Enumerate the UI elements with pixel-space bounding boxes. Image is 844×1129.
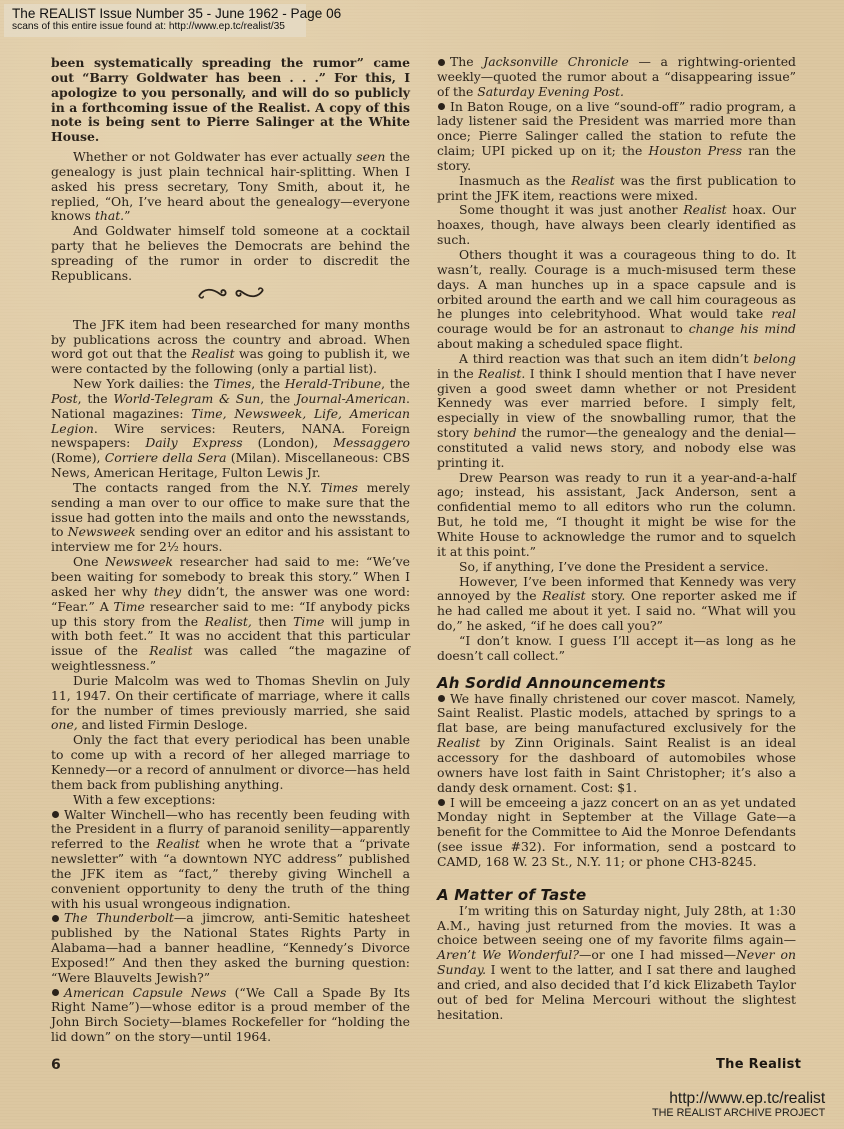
- paragraph: “I don’t know. I guess I’ll accept it—as long as he doesn’t call collect.”: [437, 632, 796, 663]
- bullet-icon: [52, 915, 59, 922]
- paragraph: Durie Malcolm was wed to Thomas Shevlin on July 11, 1947. On their certificate of marriage, where it calls for the number of times previously married, she said one, and listed Firmin Desloge.: [51, 672, 410, 733]
- masthead-footer: The Realist: [716, 1057, 802, 1072]
- bullet-icon: [52, 989, 59, 996]
- paragraph: Drew Pearson was ready to run it a year-and-a-half ago; instead, his assistant, Jack Anderson, sent a confidential memo to all editors who run the column. But, he told me, “I thought it might be wise for the White House to acknowledge the rumor and to squelch it at this point.”: [437, 469, 796, 559]
- scan-title: The REALIST Issue Number 35 - June 1962 - Page 06: [12, 6, 342, 21]
- bullet-icon: [438, 59, 445, 66]
- paragraph: So, if anything, I’ve done the President a service.: [459, 558, 769, 574]
- paragraph: One Newsweek researcher had said to me: “We’ve been waiting for somebody to break this story.” When I asked her why they didn’t, the answer was one word: “Fear.” A Time researcher said to me: “If anybody picks up this story from the Realist, then Time will jump in with both feet.” It was no accident that this particular issue of the Realist was called “the magazine of weightlessness.”: [51, 554, 411, 674]
- bullet-item: I will be emceeing a jazz concert on an as yet undated Monday night in September at the Village Gate—a benefit for the Committee to Aid the Monroe Defendants (see issue #32). For information, send a postcard to CAMD, 168 W. 23 St., N.Y. 11; or phone CH3-8245.: [437, 794, 796, 869]
- paragraph: Others thought it was a courageous thing to do. It wasn’t, really. Courage is a much-misused term these days. A man hunches up in a space capsule and is orbited around the earth and we call him courageous as he plunges into celebrityhood. What would take real courage would be for an astronaut to change his mind about making a scheduled space flight.: [437, 246, 796, 352]
- paragraph: Only the fact that every periodical has been unable to come up with a record of her alleged marriage to Kennedy—or a record of annulment or divorce—has held them back from publishing anything.: [51, 732, 410, 792]
- paragraph: With a few exceptions:: [73, 791, 216, 807]
- bullet-icon: [438, 799, 445, 806]
- scroll-ornament-icon: [51, 286, 410, 312]
- right-column: [437, 55, 796, 1022]
- archive-watermark: [652, 1090, 825, 1119]
- archive-project-name: THE REALIST ARCHIVE PROJECT: [652, 1107, 826, 1119]
- apology-paragraph: been systematically spreading the rumor” came out “Barry Goldwater has been . . .” For this, I apologize to you personally, and will do so publicly in a forthcoming issue of the Realist. A copy of this note is being sent to Pierre Salinger at the White House.: [51, 55, 410, 145]
- archive-url: http://www.ep.tc/realist: [669, 1090, 826, 1107]
- bullet-icon: [438, 103, 445, 110]
- bullet-icon: [52, 811, 59, 818]
- paragraph: New York dailies: the Times, the Herald-Tribune, the Post, the World-Telegram & Sun, the Journal-American. National magazines: Time, Newsweek, Life, American Legion. Wire services: Reuters, NANA. Foreign newspapers: Daily Express (London), Messaggero (Rome), Corriere della Sera (Milan). Miscellaneous: CBS News, American Heritage, Fulton Lewis Jr.: [51, 376, 411, 481]
- paragraph: I’m writing this on Saturday night, July 28th, at 1:30 A.M., having just returned from the movies. It was a choice between seeing one of my favorite films again—Aren’t We Wonderful?—or one I had missed—Never on Sunday. I went to the latter, and I sat there and laughed and cried, and also decided that I’d kick Elizabeth Taylor out of bed for Melina Mercouri without the slightest hesitation.: [437, 902, 796, 1022]
- paragraph: The contacts ranged from the N.Y. Times merely sending a man over to our office to make sure that the issue had gotten into the mails and onto the newsstands, to Newsweek sending over an editor and his assistant to interview me for 2½ hours.: [51, 479, 410, 555]
- paragraph: And Goldwater himself told someone at a cocktail party that he believes the Democrats are behind the spreading of the rumor in order to discredit the Republicans.: [51, 223, 410, 283]
- bullet-item: American Capsule News (“We Call a Spade By Its Right Name”)—whose editor is a proud member of the John Birch Society—blames Rockefeller for “holding the lid down” on the story—until 1964.: [51, 984, 410, 1045]
- paragraph: Whether or not Goldwater has ever actually seen the genealogy is just plain technical hair-splitting. When I asked his press secretary, Tony Smith, about it, he replied, “Oh, I’ve heard about the genealogy—everyone knows that.”: [51, 149, 411, 224]
- paragraph: However, I’ve been informed that Kennedy was very annoyed by the Realist story. One reporter asked me if he had called me about it yet. I said no. “What will you do,” he asked, “if he does call you?”: [437, 573, 796, 634]
- bullet-icon: [438, 695, 445, 702]
- bullet-item: The Jacksonville Chronicle — a rightwing-oriented weekly—quoted the rumor about a “disappearing issue” of the Saturday Evening Post.: [437, 54, 796, 99]
- bullet-item: In Baton Rouge, on a live “sound-off” radio program, a lady listener said the President was married more than once; Pierre Salinger called the station to refute the claim; UPI picked up on it; the Houston Press ran the story.: [437, 98, 796, 173]
- paragraph: Some thought it was just another Realist hoax. Our hoaxes, though, have always been clearly identified as such.: [437, 202, 796, 248]
- section-heading-matter-of-taste: A Matter of Taste: [437, 885, 587, 904]
- scan-source: scans of this entire issue found at: http://www.ep.tc/realist/35: [12, 21, 285, 32]
- left-column: [51, 56, 410, 1045]
- section-heading-announcements: Ah Sordid Announcements: [437, 673, 666, 692]
- bullet-item: We have finally christened our cover mascot. Namely, Saint Realist. Plastic models, attached by springs to a flat base, are being manufactured exclusively for the Realist by Zinn Originals. Saint Realist is an ideal accessory for the dashboard of automobiles whose owners have lost faith in Saint Christopher; it’s also a dandy desk ornament. Cost: $1.: [437, 690, 796, 795]
- paragraph: A third reaction was that such an item didn’t belong in the Realist. I think I should mention that I have never given a good sweet damn whether or not President Kennedy was ever married before. I simply felt, especially in view of the snowballing rumor, that the story behind the rumor—the genealogy and the denial—constituted a valid news story, and nobody else was printing it.: [437, 350, 796, 470]
- paragraph: Inasmuch as the Realist was the first publication to print the JFK item, reactions were mixed.: [437, 172, 797, 203]
- bullet-item: The Thunderbolt—a jimcrow, anti-Semitic hatesheet published by the National States Rights Party in Alabama—had a banner headline, “Kennedy’s Divorce Exposed!” And then they asked the burning question: “Were Blauvelts Jewish?”: [51, 910, 410, 985]
- page-number: 6: [51, 1057, 61, 1073]
- bullet-item: Walter Winchell—who has recently been feuding with the President in a flurry of paranoid senility—apparently referred to the Realist when he wrote that a “private newsletter” with “a downtown NYC address” published the JFK item as “fact,” thereby giving Winchell a convenient opportunity to deny the truth of the thing with his usual wrongeous indignation.: [51, 806, 410, 911]
- paragraph: The JFK item had been researched for many months by publications across the country and abroad. When word got out that the Realist was going to publish it, we were contacted by the following (only a partial list).: [51, 316, 410, 377]
- scan-info-label: [4, 4, 342, 37]
